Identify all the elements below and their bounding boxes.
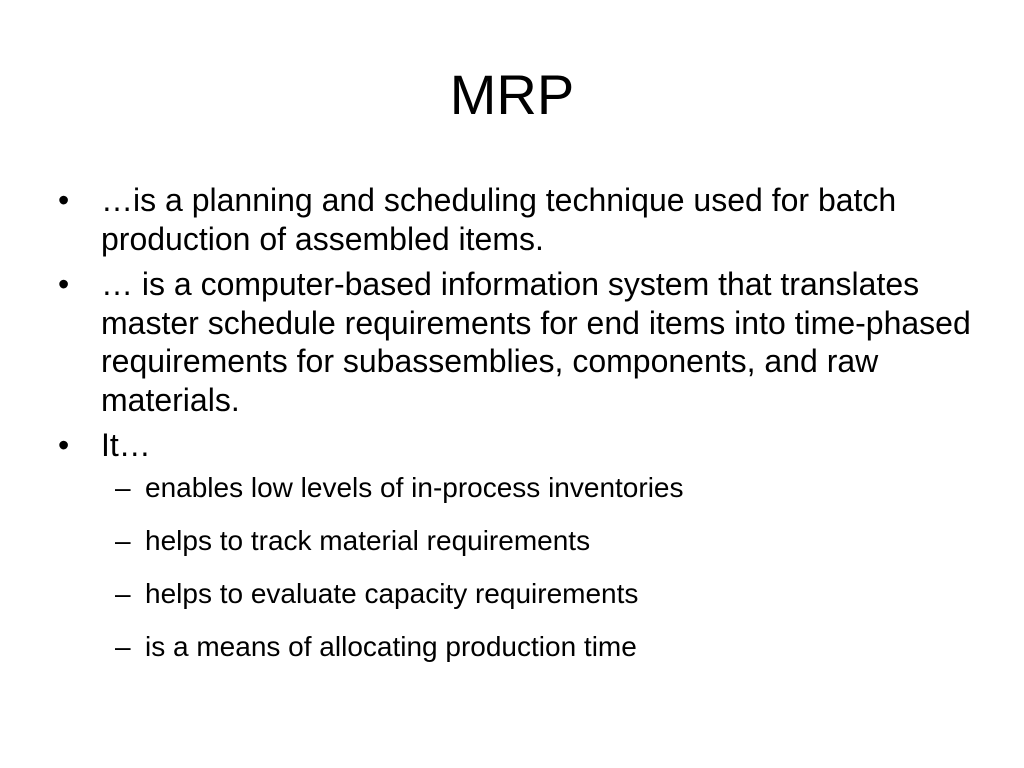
- sub-bullet-item: [101, 630, 978, 663]
- bullet-list: [58, 181, 978, 683]
- sub-bullet-item: [101, 577, 978, 610]
- slide-title: MRP: [449, 63, 575, 126]
- bullet-item: [58, 265, 978, 419]
- bullet-marker: •: [58, 182, 70, 218]
- bullet-marker: •: [58, 427, 70, 463]
- sub-bullet-list: [101, 471, 978, 663]
- sub-bullet-text: enables low levels of in-process inventories: [145, 471, 684, 503]
- bullet-item: [58, 181, 978, 258]
- sub-bullet-item: [101, 524, 978, 557]
- dash-marker: –: [115, 471, 131, 503]
- sub-bullet-item: [101, 471, 978, 504]
- bullet-text: It…: [101, 427, 151, 463]
- sub-bullet-text: helps to evaluate capacity requirements: [145, 577, 639, 609]
- bullet-item: [58, 426, 978, 663]
- bullet-marker: •: [58, 266, 70, 302]
- bullet-text: …is a planning and scheduling technique used for batch production of assembled items.: [101, 182, 897, 257]
- dash-marker: –: [115, 524, 131, 556]
- sub-bullet-text: helps to track material requirements: [145, 524, 591, 556]
- bullet-text: … is a computer-based information system that translates master schedule requirements for end items into time-phased requirements for subassemblies, components, and raw materials.: [101, 266, 971, 418]
- sub-bullet-text: is a means of allocating production time: [145, 630, 637, 662]
- dash-marker: –: [115, 577, 131, 609]
- dash-marker: –: [115, 630, 131, 662]
